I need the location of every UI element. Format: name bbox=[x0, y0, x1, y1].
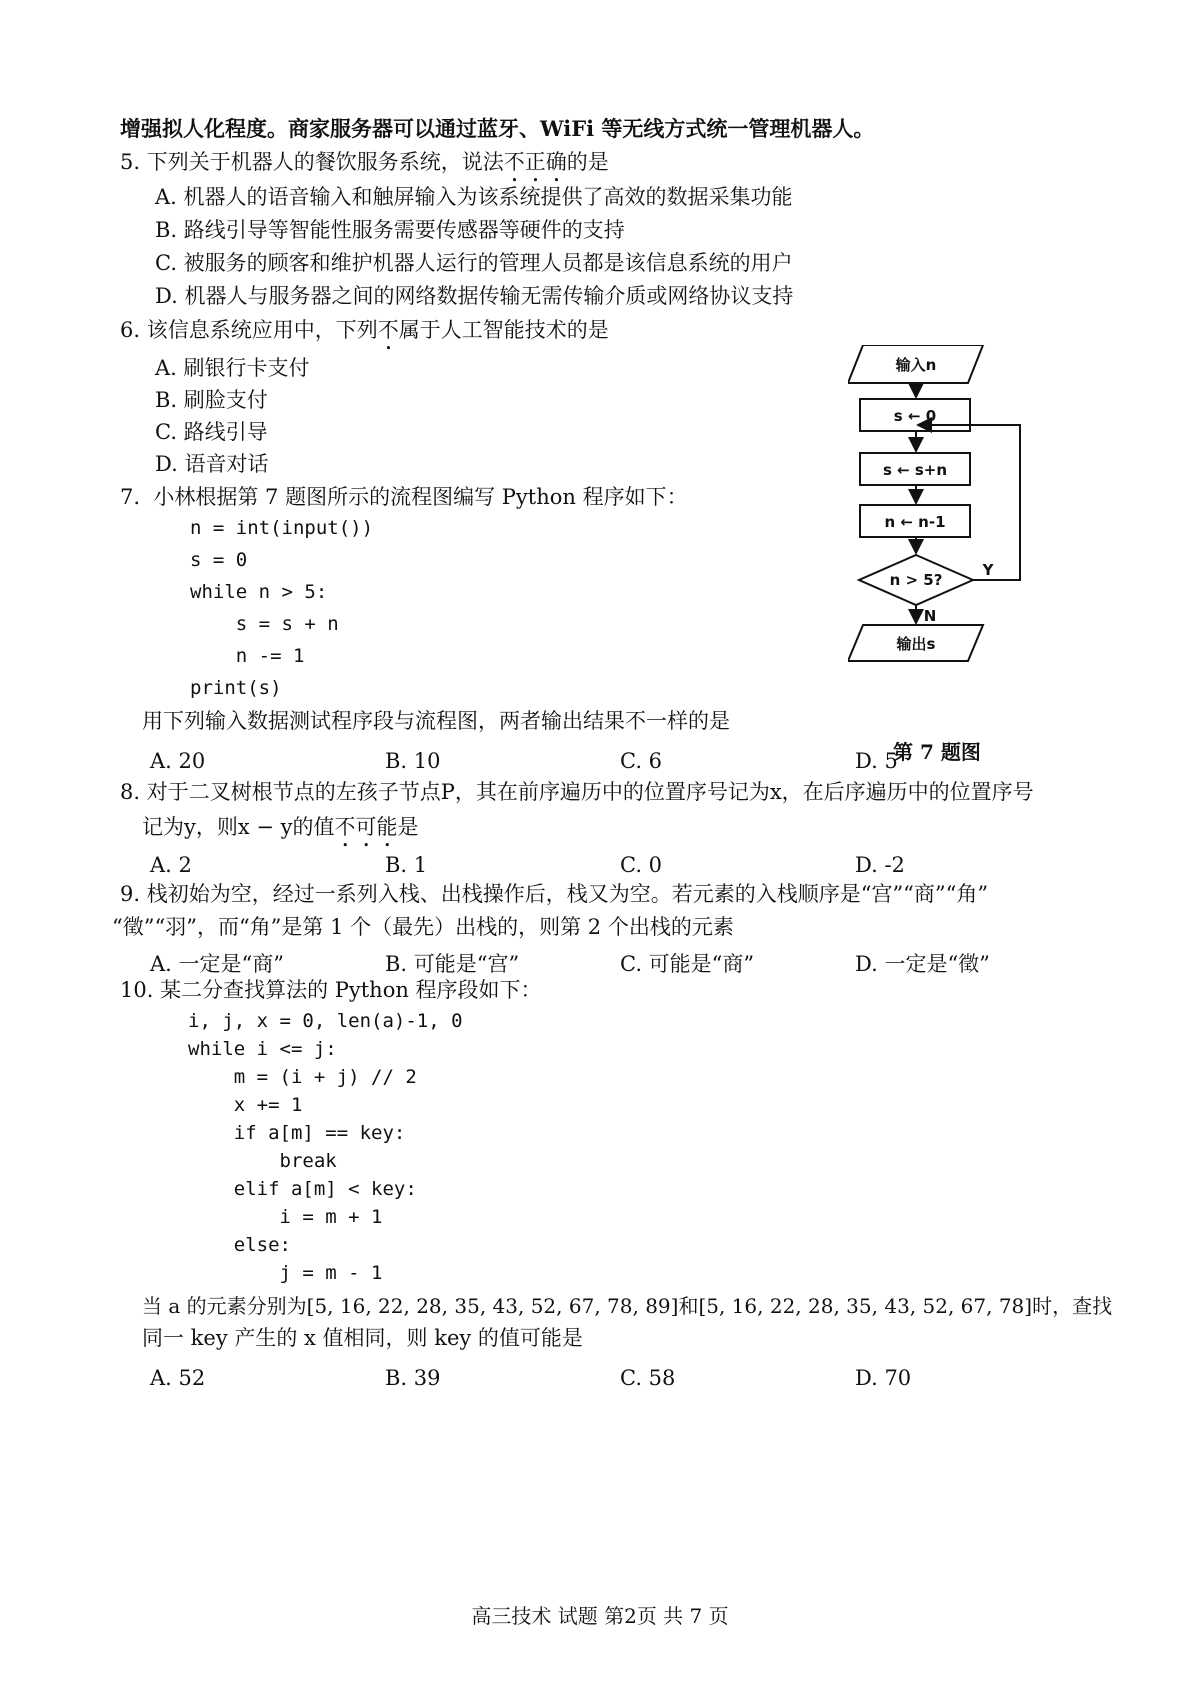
flow-dec-label: n ← n-1 bbox=[884, 513, 946, 531]
flow-yes-label: Y bbox=[982, 561, 994, 579]
q7-option-b: B. 10 bbox=[385, 749, 441, 773]
q9-option-b: B. 可能是“宫” bbox=[385, 952, 520, 976]
q10-code-line: if a[m] == key: bbox=[188, 1122, 406, 1144]
q9-option-a: A. 一定是“商” bbox=[150, 952, 284, 976]
q10-code-line: x += 1 bbox=[188, 1094, 303, 1116]
q6-option-d: D. 语音对话 bbox=[155, 452, 269, 476]
q5-option-a: A. 机器人的语音输入和触屏输入为该系统提供了高效的数据采集功能 bbox=[155, 185, 793, 209]
q6-stem-emphasis: 不 bbox=[377, 318, 399, 342]
flow-no-label: N bbox=[923, 607, 937, 625]
q6-stem bbox=[120, 318, 609, 355]
q10-code-line: m = (i + j) // 2 bbox=[188, 1066, 417, 1088]
q10-code-line: break bbox=[188, 1150, 337, 1172]
q10-line2: 同一 key 产生的 x 值相同，则 key 的值可能是 bbox=[142, 1326, 583, 1350]
q8-option-c: C. 0 bbox=[620, 853, 663, 877]
q7-code-line: n = int(input()) bbox=[190, 517, 374, 539]
q7-flowchart bbox=[848, 345, 1048, 725]
q9-option-d: D. 一定是“徵” bbox=[855, 952, 990, 976]
q7-option-c: C. 6 bbox=[620, 749, 663, 773]
q5-option-c: C. 被服务的顾客和维护机器人运行的管理人员都是该信息系统的用户 bbox=[155, 251, 793, 275]
flow-input-label: 输入n bbox=[895, 356, 937, 374]
q8-option-a: A. 2 bbox=[150, 853, 192, 877]
q6-option-c: C. 路线引导 bbox=[155, 420, 268, 444]
flow-loop-arrow bbox=[918, 425, 1020, 580]
q10-code-line: elif a[m] < key: bbox=[188, 1178, 417, 1200]
q6-option-b: B. 刷脸支付 bbox=[155, 388, 268, 412]
flow-add-label: s ← s+n bbox=[882, 461, 948, 479]
q9-options bbox=[150, 948, 1090, 978]
q5-stem bbox=[120, 150, 609, 187]
q10-options bbox=[150, 1366, 1090, 1390]
page-footer: 高三技术 试题 第2页 共 7 页 bbox=[471, 1604, 729, 1628]
q10-line1: 当 a 的元素分别为[5, 16, 22, 28, 35, 43, 52, 67, 78, 89]和[5, 16, 22, 28, 35, 43, 52, 67, 78]时，查找 bbox=[142, 1294, 1113, 1318]
q7-code-line: print(s) bbox=[190, 677, 282, 699]
q10-option-b: B. 39 bbox=[385, 1366, 441, 1390]
q8-option-d: D. -2 bbox=[855, 853, 905, 877]
q8-line2-pre: 记为y，则x − y的值 bbox=[142, 815, 335, 839]
q6-option-a: A. 刷银行卡支付 bbox=[155, 356, 310, 380]
q8-line2-post: 是 bbox=[397, 815, 419, 839]
q10-code-line: j = m - 1 bbox=[188, 1262, 383, 1284]
q7-figure-caption: 第 7 题图 bbox=[893, 740, 981, 764]
q6-stem-post: 属于人工智能技术的是 bbox=[398, 318, 609, 342]
flow-init-label: s ← 0 bbox=[893, 407, 937, 425]
q7-stem: 7. 小林根据第 7 题图所示的流程图编写 Python 程序如下： bbox=[120, 485, 688, 509]
flow-output-label: 输出s bbox=[896, 635, 936, 653]
q10-option-c: C. 58 bbox=[620, 1366, 676, 1390]
q10-code-line: i = m + 1 bbox=[188, 1206, 383, 1228]
q7-option-d: D. 5 bbox=[855, 749, 898, 773]
q8-option-b: B. 1 bbox=[385, 853, 428, 877]
q7-code-line: n -= 1 bbox=[190, 645, 305, 667]
q6-stem-pre: 6. 该信息系统应用中，下列 bbox=[120, 318, 378, 342]
q5-stem-pre: 5. 下列关于机器人的餐饮服务系统，说法 bbox=[120, 150, 504, 174]
q5-stem-emphasis: 不正确 bbox=[503, 150, 567, 174]
q7-code-line: while n > 5: bbox=[190, 581, 328, 603]
q8-line2-emphasis: 不可能 bbox=[334, 815, 398, 839]
intro-line: 增强拟人化程度。商家服务器可以通过蓝牙、WiFi 等无线方式统一管理机器人。 bbox=[120, 116, 875, 141]
q8-line2 bbox=[142, 815, 419, 852]
q7-question: 用下列输入数据测试程序段与流程图，两者输出结果不一样的是 bbox=[142, 709, 730, 733]
q10-code-line: else: bbox=[188, 1234, 291, 1256]
flow-condition-label: n > 5? bbox=[889, 571, 943, 589]
q9-line1: 9. 栈初始为空，经过一系列入栈、出栈操作后，栈又为空。若元素的入栈顺序是“宫”“商”“角” bbox=[120, 882, 989, 906]
q10-option-d: D. 70 bbox=[855, 1366, 912, 1390]
q7-code-line: s = 0 bbox=[190, 549, 248, 571]
q8-options bbox=[150, 853, 1090, 877]
q5-option-b: B. 路线引导等智能性服务需要传感器等硬件的支持 bbox=[155, 218, 625, 242]
q9-option-c: C. 可能是“商” bbox=[620, 952, 755, 976]
q10-stem: 10. 某二分查找算法的 Python 程序段如下： bbox=[120, 978, 542, 1002]
q10-code-line: while i <= j: bbox=[188, 1038, 337, 1060]
q5-stem-post: 的是 bbox=[566, 150, 609, 174]
q10-code-line: i, j, x = 0, len(a)-1, 0 bbox=[188, 1010, 463, 1032]
q8-line1: 8. 对于二叉树根节点的左孩子节点P，其在前序遍历中的位置序号记为x，在后序遍历中的位置序号 bbox=[120, 780, 1034, 804]
q10-option-a: A. 52 bbox=[150, 1366, 206, 1390]
q7-code-line: s = s + n bbox=[190, 613, 339, 635]
q7-option-a: A. 20 bbox=[150, 749, 206, 773]
q5-option-d: D. 机器人与服务器之间的网络数据传输无需传输介质或网络协议支持 bbox=[155, 284, 794, 308]
q9-line2: “徵”“羽”，而“角”是第 1 个（最先）出栈的，则第 2 个出栈的元素 bbox=[112, 915, 734, 939]
